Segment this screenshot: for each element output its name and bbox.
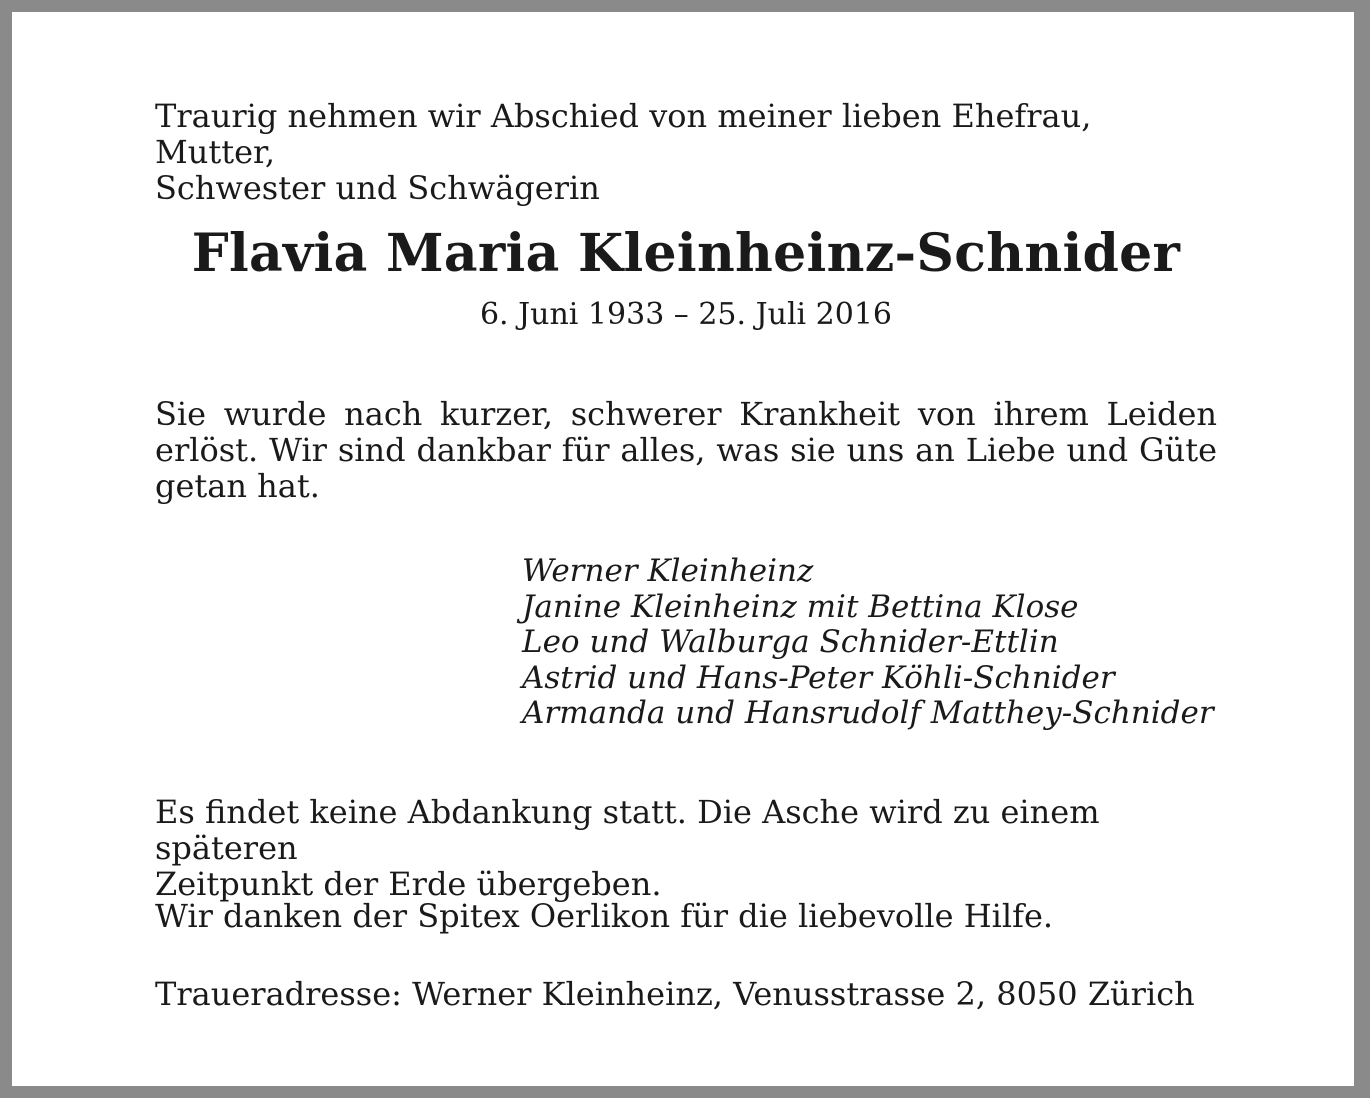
intro-line-2: Schwester und Schwägerin: [155, 169, 600, 207]
deceased-name: Flavia Maria Kleinheinz-Schnider: [191, 223, 1181, 284]
obituary-page: [12, 12, 1354, 1086]
ceremony-notice: [155, 794, 1217, 902]
intro-line-1: Traurig nehmen wir Abschied von meiner lieben Ehefrau, Mutter,: [155, 97, 1092, 171]
mourner-item: Werner Kleinheinz: [522, 553, 814, 589]
mourning-address: Traueradresse: Werner Kleinheinz, Venusstrasse 2, 8050 Zürich: [155, 975, 1195, 1013]
life-dates: 6. Juni 1933 – 25. Juli 2016: [479, 297, 893, 332]
thanks-text: Wir danken der Spitex Oerlikon für die liebevolle Hilfe.: [155, 897, 1054, 935]
mourners-list: [522, 554, 1214, 732]
intro-text: [155, 98, 1217, 206]
mourner-item: Astrid und Hans-Peter Köhli-Schnider: [522, 659, 1115, 696]
notice-line-2: Zeitpunkt der Erde übergeben.: [155, 865, 662, 903]
mourner-item: Janine Kleinheinz mit Bettina Klose: [522, 588, 1079, 625]
mourner-item: Leo und Walburga Schnider-Ettlin: [522, 624, 1059, 660]
body-paragraph: Sie wurde nach kurzer, schwerer Krankheit von ihrem Leiden erlöst. Wir sind dankbar für alles, was sie uns an Liebe und Güte getan hat.: [155, 395, 1217, 505]
notice-line-1: Es findet keine Abdankung statt. Die Asche wird zu einem späteren: [155, 793, 1100, 867]
mourner-item: Armanda und Hansrudolf Matthey-Schnider: [522, 695, 1214, 731]
